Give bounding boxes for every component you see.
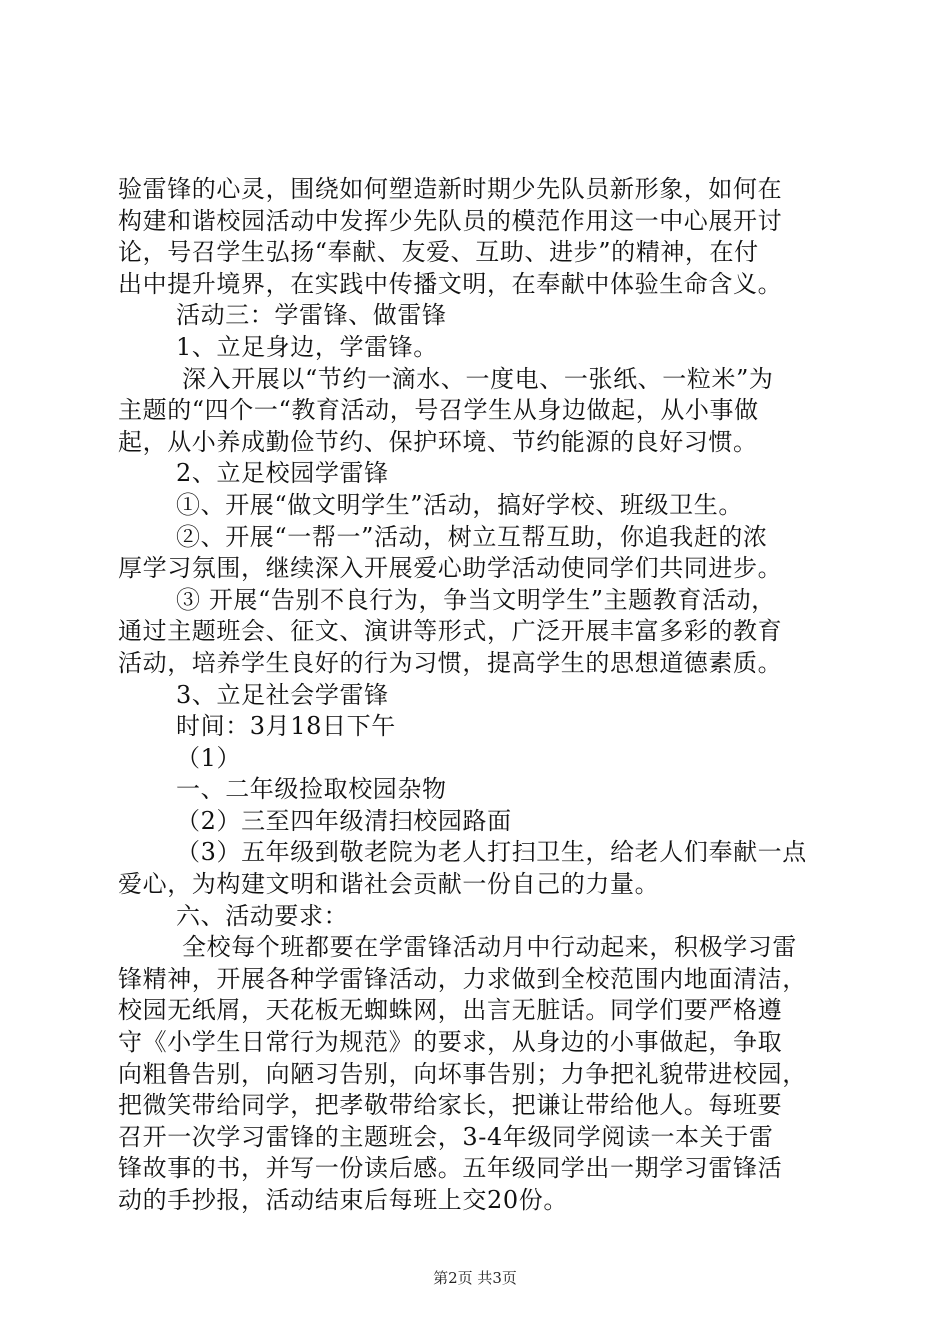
- text-line: 深入开展以“节约一滴水、一度电、一张纸、一粒米”为: [182, 364, 774, 393]
- text-line: 召开一次学习雷锋的主题班会，3-4年级同学阅读一本关于雷: [118, 1122, 774, 1151]
- text-line: 时间：3月18日下午: [176, 712, 396, 741]
- text-line: 动的手抄报，活动结束后每班上交20份。: [118, 1186, 568, 1214]
- text-line: 向粗鲁告别，向陋习告别，向坏事告别；力争把礼貌带进校园，: [118, 1059, 807, 1088]
- text-line: 主题的“四个一“教育活动，号召学生从身边做起，从小事做: [118, 396, 759, 425]
- text-line: 1、立足身边，学雷锋。: [176, 332, 438, 361]
- text-line: （3）五年级到敬老院为老人打扫卫生，给老人们奉献一点: [176, 838, 807, 867]
- text-line: 出中提升境界，在实践中传播文明，在奉献中体验生命含义。: [118, 269, 783, 298]
- text-line: 活动，培养学生良好的行为习惯，提高学生的思想道德素质。: [118, 648, 783, 677]
- text-line: 验雷锋的心灵，围绕如何塑造新时期少先队员新形象，如何在: [118, 175, 783, 203]
- text-line: （2）三至四年级清扫校园路面: [176, 806, 512, 835]
- text-line: 爱心，为构建文明和谐社会贡献一份自己的力量。: [118, 870, 660, 899]
- text-line: ②、开展“一帮一”活动，树立互帮互助，你追我赶的浓: [176, 522, 768, 551]
- text-line: 构建和谐校园活动中发挥少先队员的模范作用这一中心展开讨: [118, 206, 783, 235]
- text-line: ①、开展“做文明学生”活动，搞好学校、班级卫生。: [176, 490, 743, 519]
- text-line: 一、二年级捡取校园杂物: [176, 775, 447, 804]
- text-line: 论，号召学生弘扬“奉献、友爱、互助、进步”的精神，在付: [118, 238, 759, 267]
- text-line: 锋精神，开展各种学雷锋活动，力求做到全校范围内地面清洁，: [118, 964, 807, 993]
- text-line: 2、立足校园学雷锋: [176, 459, 389, 488]
- text-line: 全校每个班都要在学雷锋活动月中行动起来，积极学习雷: [182, 933, 797, 962]
- text-line: 六、活动要求：: [176, 901, 349, 930]
- text-line: 起，从小养成勤俭节约、保护环境、节约能源的良好习惯。: [118, 427, 758, 456]
- page-footer: 第2页 共3页: [433, 1269, 517, 1287]
- text-line: 厚学习氛围，继续深入开展爱心助学活动使同学们共同进步。: [118, 554, 783, 583]
- document-body: [118, 174, 838, 1217]
- text-line: 校园无纸屑，天花板无蜘蛛网，出言无脏话。同学们要严格遵: [118, 996, 783, 1025]
- text-line: ③ 开展“告别不良行为，争当文明学生”主题教育活动，: [176, 585, 776, 614]
- text-line: 把微笑带给同学，把孝敬带给家长，把谦让带给他人。每班要: [118, 1091, 783, 1120]
- text-line: 守《小学生日常行为规范》的要求，从身边的小事做起，争取: [118, 1028, 783, 1057]
- text-line: 通过主题班会、征文、演讲等形式，广泛开展丰富多彩的教育: [118, 617, 783, 646]
- text-line: 锋故事的书，并写一份读后感。五年级同学出一期学习雷锋活: [118, 1154, 783, 1183]
- text-line: （1）: [176, 743, 242, 772]
- text-line: 活动三：学雷锋、做雷锋: [176, 301, 447, 330]
- text-line: 3、立足社会学雷锋: [176, 680, 389, 709]
